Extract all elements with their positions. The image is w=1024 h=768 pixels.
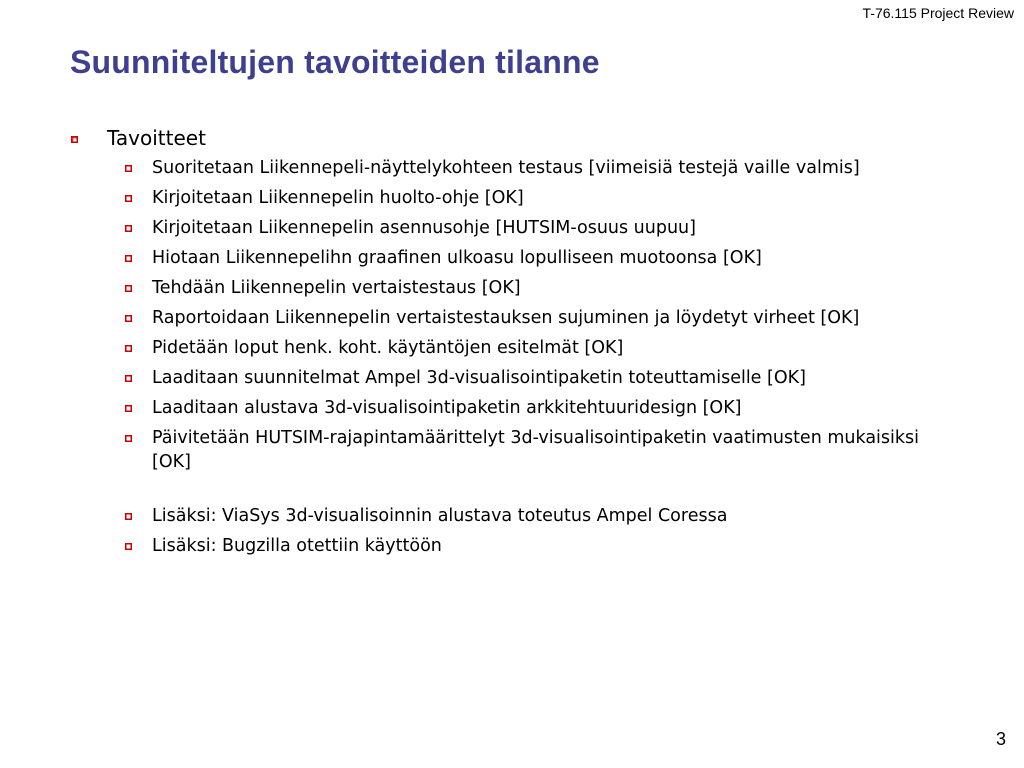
list-item-text: Tehdään Liikennepelin vertaistestaus [OK] bbox=[152, 278, 521, 298]
slide-title: Suunniteltujen tavoitteiden tilanne bbox=[70, 44, 600, 80]
list-item bbox=[70, 156, 970, 180]
hollow-square-bullet-icon bbox=[125, 513, 132, 520]
list-item bbox=[70, 276, 970, 300]
hollow-square-bullet-icon bbox=[125, 225, 132, 232]
slide-content bbox=[70, 126, 970, 564]
list-item-text: Laaditaan alustava 3d-visualisointipaketin arkkitehtuuridesign [OK] bbox=[152, 398, 742, 418]
hollow-square-bullet-icon bbox=[125, 405, 132, 412]
list-item-text: Kirjoitetaan Liikennepelin asennusohje [HUTSIM-osuus uupuu] bbox=[152, 218, 696, 238]
goals-list bbox=[70, 156, 970, 558]
hollow-square-bullet-icon bbox=[125, 285, 132, 292]
list-item-text: Lisäksi: ViaSys 3d-visualisoinnin alustava toteutus Ampel Coressa bbox=[152, 506, 728, 526]
hollow-square-bullet-icon bbox=[71, 136, 78, 143]
list-item-text: Päivitetään HUTSIM-rajapintamäärittelyt 3d-visualisointipaketin vaatimusten mukaisiksi [OK] bbox=[152, 428, 920, 472]
page-number: 3 bbox=[995, 729, 1006, 749]
hollow-square-bullet-icon bbox=[125, 195, 132, 202]
list-item-text: Suoritetaan Liikennepeli-näyttelykohteen testaus [viimeisiä testejä vaille valmis] bbox=[152, 158, 860, 178]
list-item bbox=[70, 426, 970, 474]
hollow-square-bullet-icon bbox=[125, 165, 132, 172]
list-item bbox=[70, 246, 970, 270]
hollow-square-bullet-icon bbox=[125, 255, 132, 262]
list-item-extra bbox=[70, 534, 970, 558]
list-item bbox=[70, 396, 970, 420]
list-item-text: Laaditaan suunnitelmat Ampel 3d-visualisointipaketin toteuttamiselle [OK] bbox=[152, 368, 806, 388]
hollow-square-bullet-icon bbox=[125, 345, 132, 352]
list-item-extra bbox=[70, 504, 970, 528]
hollow-square-bullet-icon bbox=[125, 435, 132, 442]
list-item-text: Lisäksi: Bugzilla otettiin käyttöön bbox=[152, 536, 442, 556]
hollow-square-bullet-icon bbox=[125, 543, 132, 550]
list-item-text: Pidetään loput henk. koht. käytäntöjen esitelmät [OK] bbox=[152, 338, 624, 358]
list-item bbox=[70, 186, 970, 210]
hollow-square-bullet-icon bbox=[125, 375, 132, 382]
hollow-square-bullet-icon bbox=[125, 315, 132, 322]
list-item bbox=[70, 306, 970, 330]
list-item-text: Hiotaan Liikennepelihn graafinen ulkoasu lopulliseen muotoonsa [OK] bbox=[152, 248, 762, 268]
list-item-text: Kirjoitetaan Liikennepelin huolto-ohje [OK] bbox=[152, 188, 524, 208]
list-item-text: Raportoidaan Liikennepelin vertaistestauksen sujuminen ja löydetyt virheet [OK] bbox=[152, 308, 860, 328]
list-item bbox=[70, 216, 970, 240]
list-item bbox=[70, 366, 970, 390]
bullet-level1-goals bbox=[70, 126, 970, 150]
course-tag: T-76.115 Project Review bbox=[862, 5, 1014, 21]
goals-heading: Tavoitteet bbox=[107, 126, 206, 150]
list-item bbox=[70, 336, 970, 360]
